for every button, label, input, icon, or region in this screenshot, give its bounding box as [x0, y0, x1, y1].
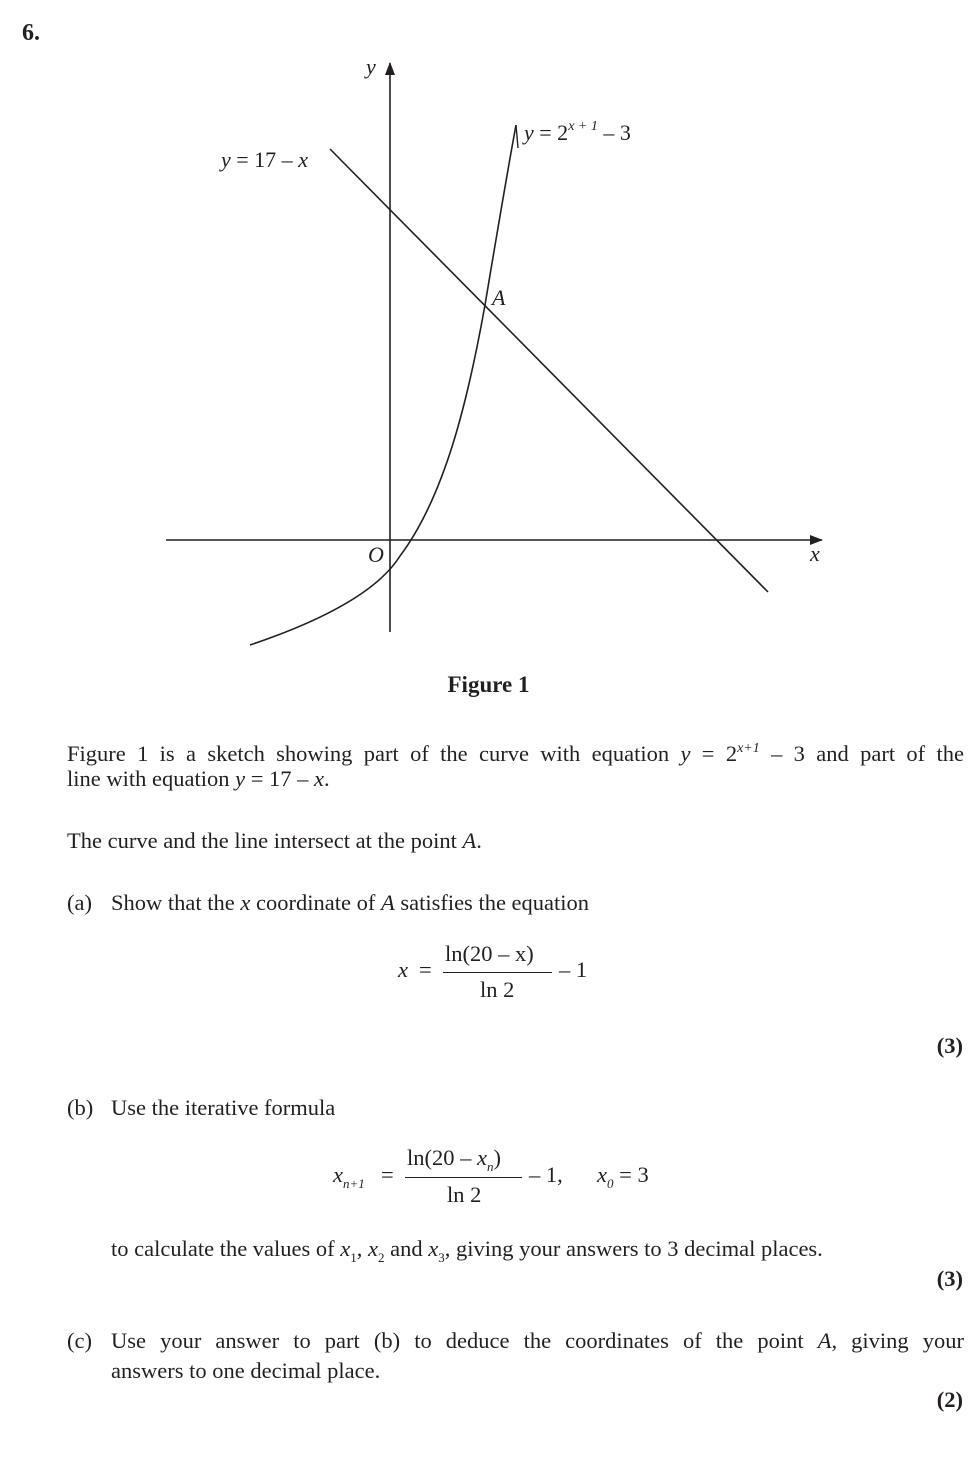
y-axis-label: y [366, 54, 376, 79]
part-b-marks: (3) [936, 1266, 963, 1291]
point-a-label: A [492, 285, 506, 310]
x-axis-label: x [810, 541, 820, 566]
figure-1-graph [0, 0, 977, 670]
question-number: 6. [22, 20, 40, 46]
part-a-text: Show that the x coordinate of A satisfies the equation [111, 890, 590, 915]
part-b-instruction: to calculate the values of $x_1$, $x_2$ and $x_3$, giving your answers to 3 decimal places. [111, 1236, 823, 1265]
part-c-line-2: answers to one decimal place. [111, 1358, 381, 1383]
curve-equation-label: $y = 2^{x + 1} - 3$ [524, 119, 631, 145]
line-y-17-minus-x [330, 149, 768, 592]
origin-label: O [368, 542, 384, 567]
part-b-text: Use the iterative formula [111, 1095, 336, 1120]
part-a-label: (a) [67, 890, 92, 915]
intro-intersection: The curve and the line intersect at the point A. [67, 828, 482, 853]
label-pointer-tick [516, 125, 518, 148]
figure-caption: Figure 1 [447, 672, 530, 697]
intro-line-1: Figure 1 is a sketch showing part of the curve with equation $y = 2^{x+1} - 3$ and part of the [67, 741, 964, 766]
part-c-marks: (2) [936, 1387, 963, 1412]
intro-line-2: line with equation y = 17 – x. [67, 766, 330, 791]
part-c-label: (c) [67, 1328, 92, 1353]
part-a-marks: (3) [936, 1033, 963, 1058]
line-equation-label: y = 17 – x [221, 147, 308, 172]
part-b-label: (b) [67, 1095, 94, 1120]
part-c-line-1: Use your answer to part (b) to deduce the coordinates of the point A, giving your [111, 1328, 964, 1353]
